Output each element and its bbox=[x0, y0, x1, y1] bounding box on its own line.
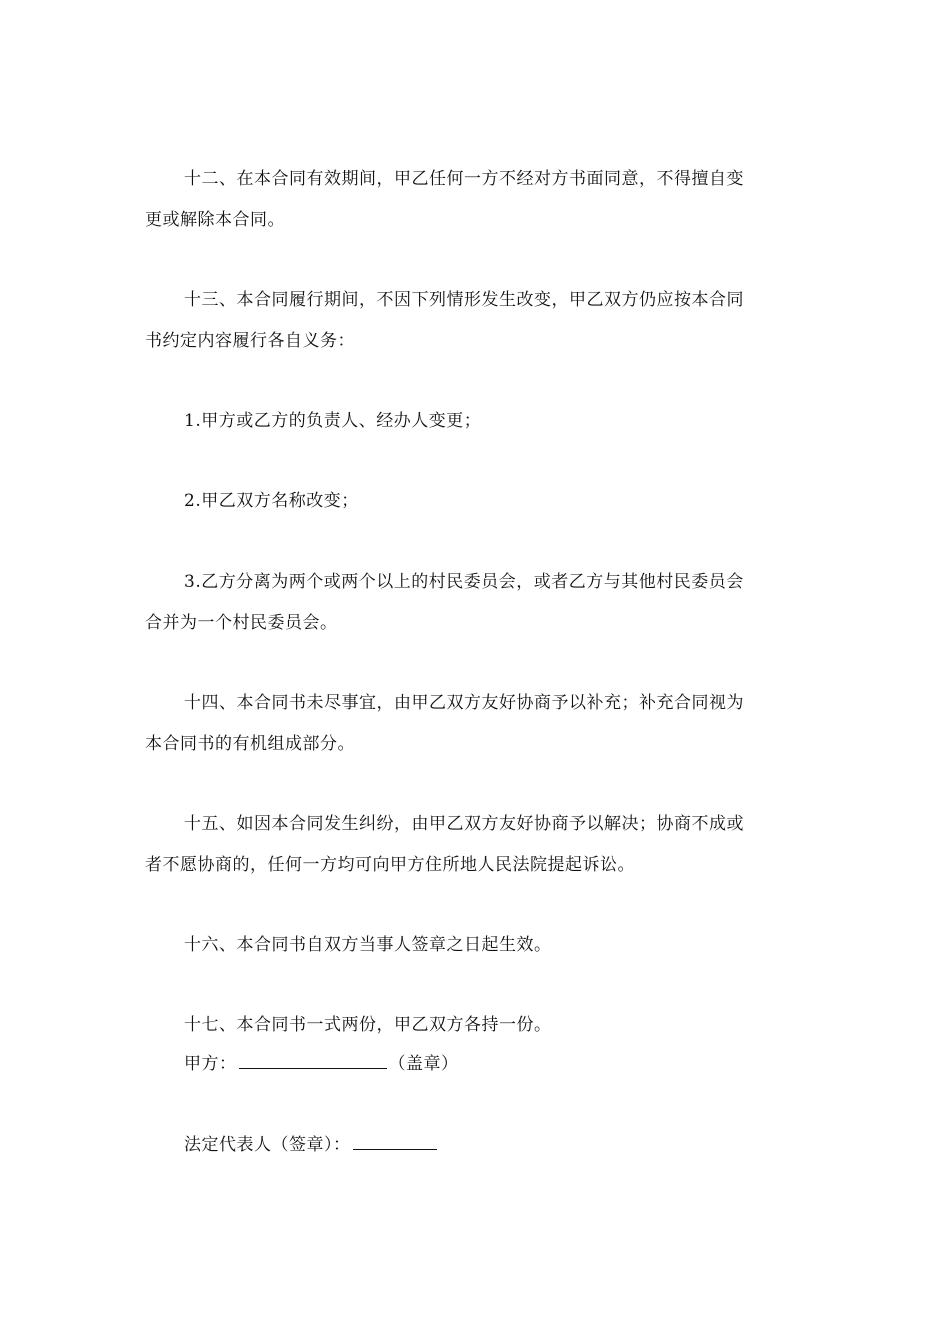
clause-12-line-1: 十二、在本合同有效期间，甲乙任何一方不经对方书面同意，不得擅自变 bbox=[184, 169, 744, 189]
clause-14-line-1: 十四、本合同书未尽事宜，由甲乙双方友好协商予以补充；补充合同视为 bbox=[184, 693, 744, 713]
clause-16: 十六、本合同书自双方当事人签章之日起生效。 bbox=[184, 935, 552, 955]
party-a-label: 甲方： bbox=[184, 1054, 237, 1074]
clause-13-line-1: 十三、本合同履行期间，不因下列情形发生改变，甲乙双方仍应按本合同 bbox=[184, 290, 744, 310]
clause-15-line-1: 十五、如因本合同发生纠纷，由甲乙双方友好协商予以解决；协商不成或 bbox=[184, 814, 744, 834]
party-a-seal-suffix: （盖章） bbox=[388, 1054, 459, 1074]
list-item-3-line-1: 3.乙方分离为两个或两个以上的村民委员会，或者乙方与其他村民委员会 bbox=[184, 572, 744, 592]
clause-14-line-2: 本合同书的有机组成部分。 bbox=[145, 734, 355, 754]
party-a-seal-blank[interactable] bbox=[239, 1052, 387, 1069]
list-item-3-line-2: 合并为一个村民委员会。 bbox=[145, 613, 338, 633]
clause-17: 十七、本合同书一式两份，甲乙双方各持一份。 bbox=[184, 1015, 552, 1035]
clause-15-line-2: 者不愿协商的，任何一方均可向甲方住所地人民法院提起诉讼。 bbox=[145, 855, 635, 875]
legal-rep-label: 法定代表人（签章）： bbox=[184, 1135, 351, 1155]
legal-rep-signature-row bbox=[184, 1133, 844, 1156]
legal-rep-signature-blank[interactable] bbox=[353, 1133, 437, 1150]
clause-12-line-2: 更或解除本合同。 bbox=[145, 210, 285, 230]
list-item-2: 2.甲乙双方名称改变； bbox=[184, 491, 359, 511]
party-a-signature-row bbox=[184, 1052, 844, 1075]
clause-13-line-2: 书约定内容履行各自义务： bbox=[145, 331, 355, 351]
list-item-1: 1.甲方或乙方的负责人、经办人变更； bbox=[184, 411, 482, 431]
